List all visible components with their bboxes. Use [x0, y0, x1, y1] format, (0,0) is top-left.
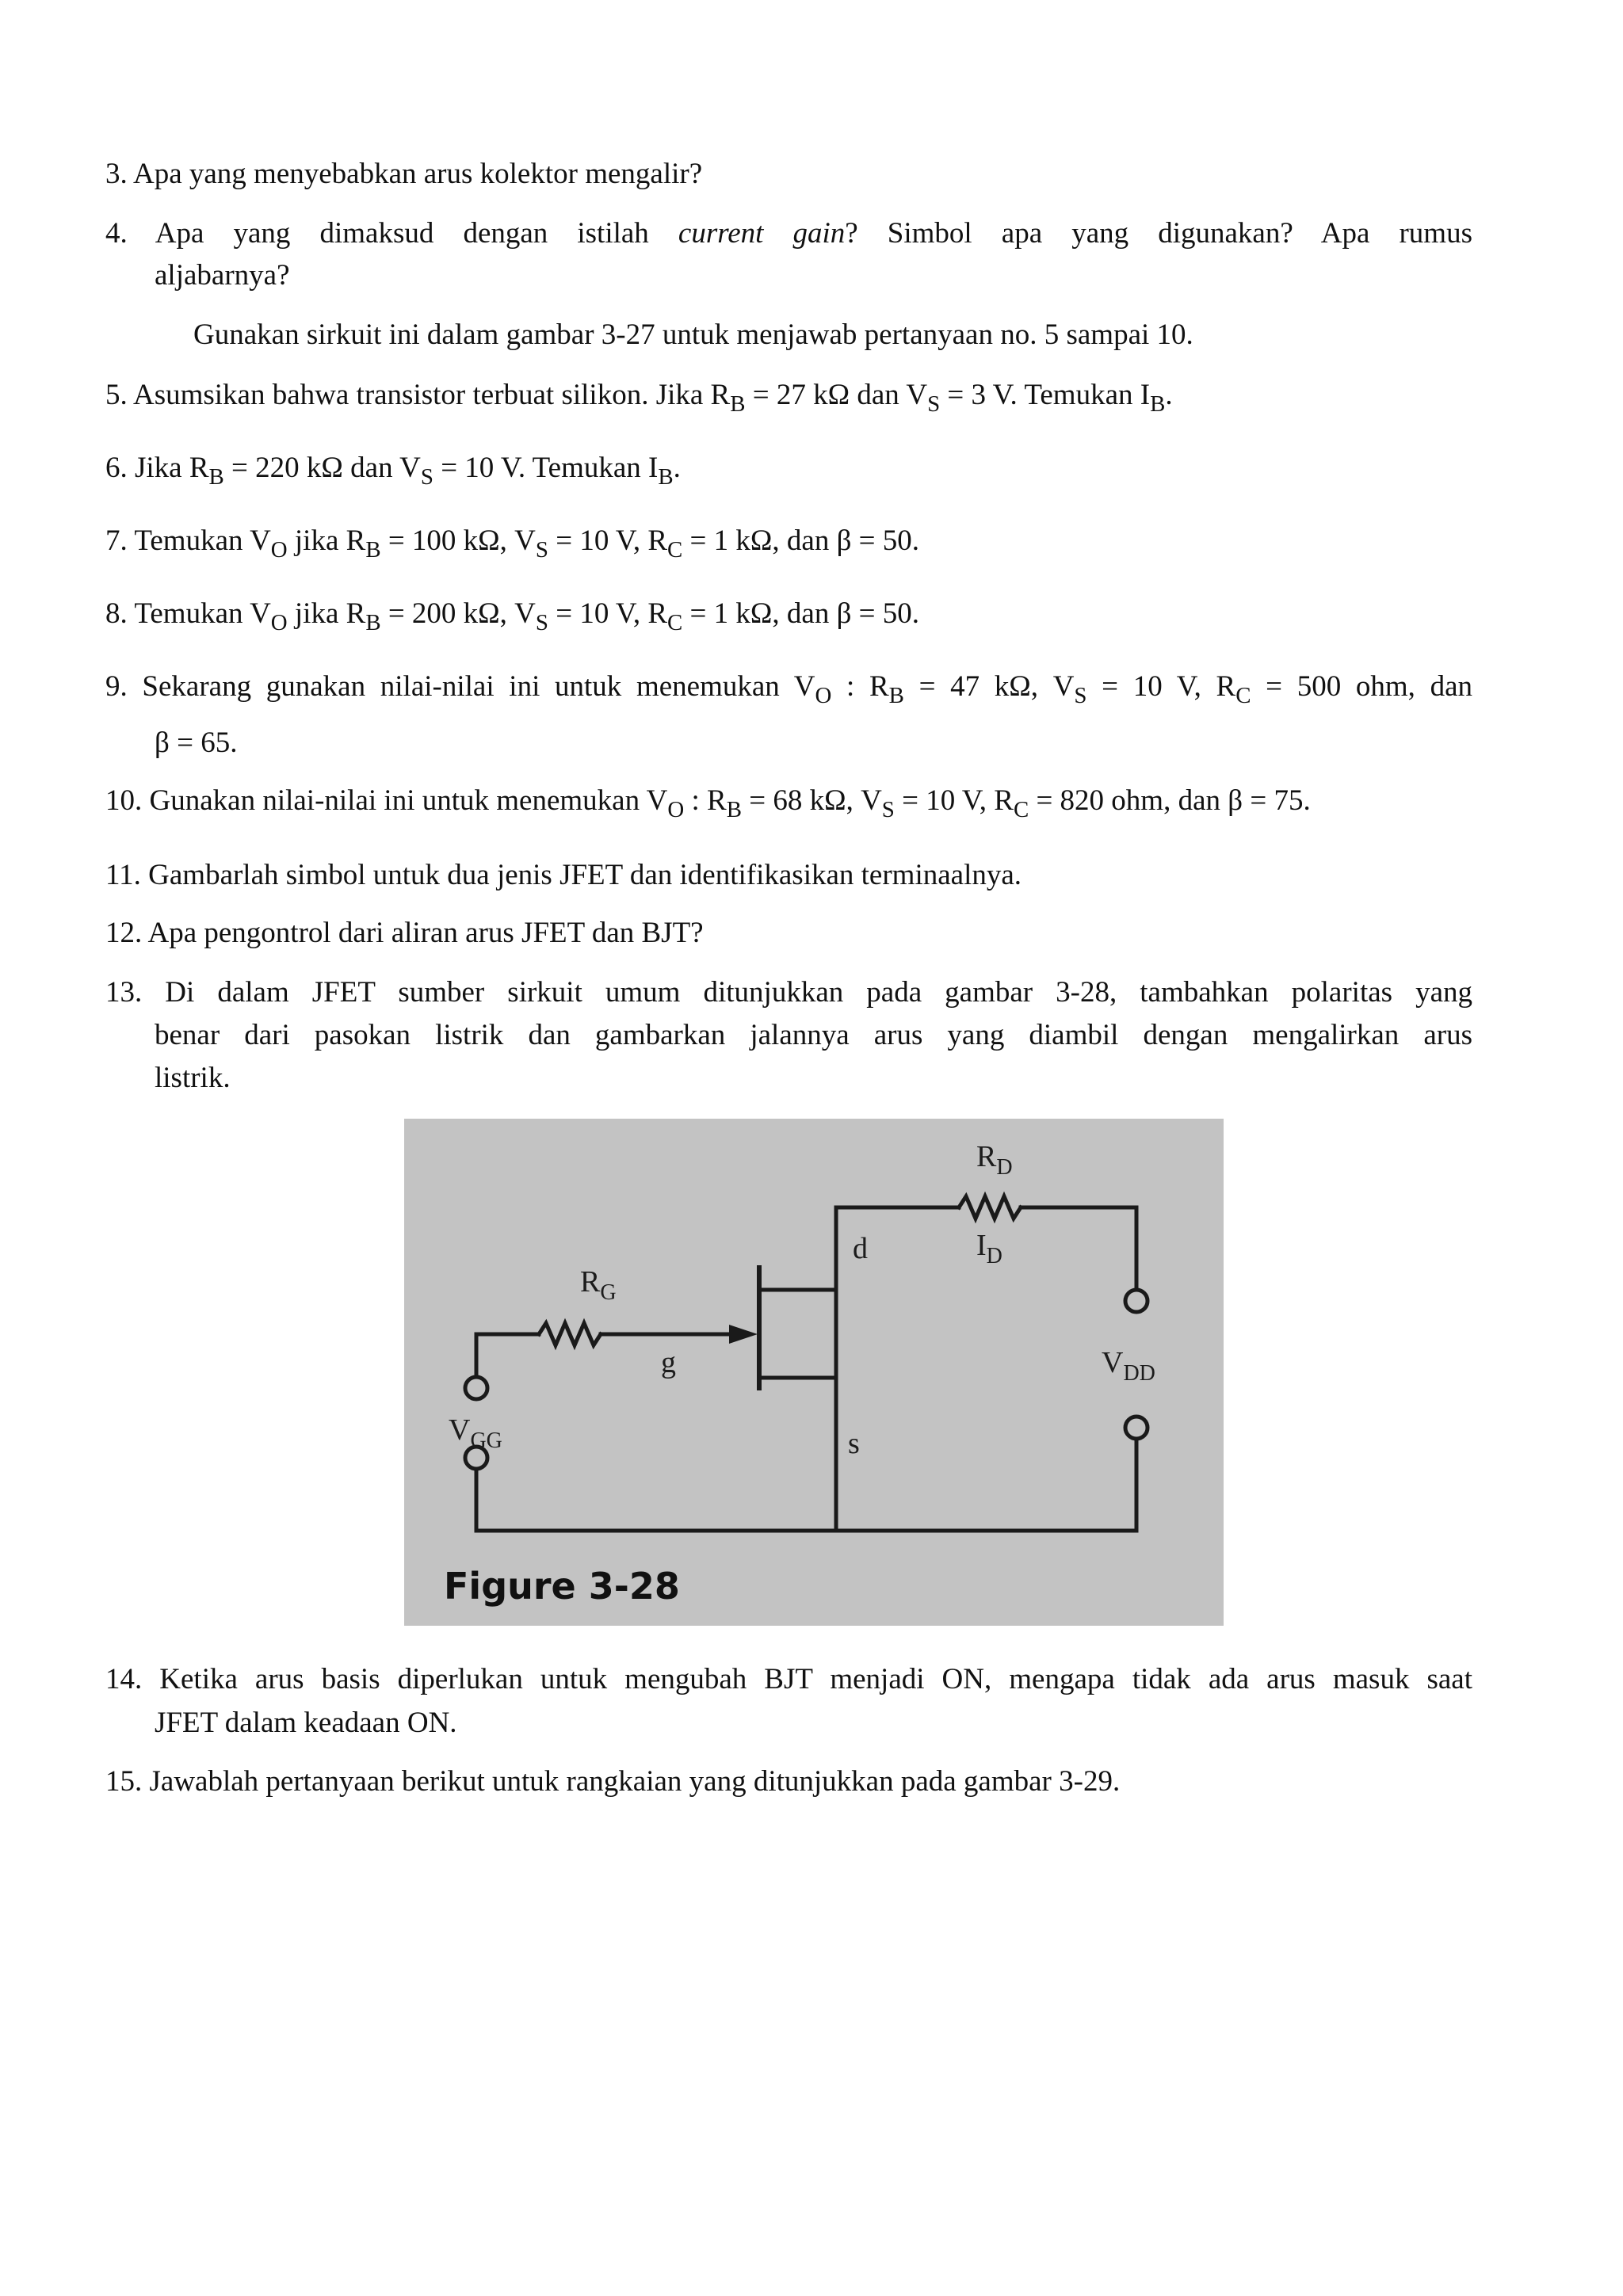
question-text: Apa yang dimaksud dengan istilah	[155, 217, 649, 250]
figure-caption: Figure 3-28	[444, 1565, 680, 1608]
source-label: s	[848, 1427, 860, 1460]
question-11	[105, 857, 1022, 894]
question-text: Jika R	[135, 452, 209, 484]
question-text: Gunakan nilai-nilai ini untuk menemukan V	[149, 784, 668, 817]
vgg-top-wire	[476, 1334, 539, 1377]
vgg-bottom-wire	[476, 1436, 1136, 1531]
question-text: Temukan V	[134, 524, 271, 557]
question-13-line-2: benar dari pasokan listrik dan gambarkan jalannya arus yang diambil dengan mengalirkan arus	[155, 1019, 1472, 1051]
source-lead	[759, 1378, 836, 1531]
resistor-rg	[539, 1323, 601, 1345]
resistor-rd	[959, 1196, 1021, 1219]
question-number: 6.	[105, 452, 128, 484]
question-text: = 220 kΩ dan V	[223, 452, 421, 484]
question-5	[105, 377, 1173, 418]
drain-label: d	[853, 1232, 868, 1265]
id-label: $I_D$	[976, 1229, 1002, 1268]
question-14	[105, 1661, 1472, 1698]
vgg-positive-terminal	[465, 1377, 487, 1399]
subscript: B	[208, 464, 224, 490]
question-4	[105, 215, 1472, 252]
subscript: C	[667, 610, 683, 636]
question-text: = 27 kΩ dan V	[745, 379, 928, 411]
question-6	[105, 450, 681, 490]
question-14-continued: JFET dalam keadaan ON.	[155, 1707, 457, 1739]
gate-arrow-icon	[729, 1325, 758, 1344]
question-3	[105, 156, 702, 193]
subscript: B	[1150, 391, 1166, 418]
subscript: C	[667, 537, 683, 563]
question-number: 8.	[105, 597, 128, 630]
subscript: S	[927, 391, 941, 418]
rg-label: $R_G$	[580, 1265, 617, 1305]
question-text: Apa pengontrol dari aliran arus JFET dan BJT?	[147, 917, 704, 949]
question-text: = 10 V, R	[548, 524, 668, 557]
current-gain-term: current gain	[678, 217, 846, 250]
vdd-top-wire	[1021, 1207, 1136, 1288]
question-number: 9.	[105, 670, 128, 703]
subscript: B	[726, 797, 742, 823]
subscript: B	[365, 537, 381, 563]
question-text: = 10 V, R	[894, 784, 1014, 817]
question-text: Sekarang gunakan nilai-nilai ini untuk menemukan V	[142, 670, 815, 703]
question-text: = 100 kΩ, V	[380, 524, 536, 557]
subscript: O	[667, 797, 685, 823]
subscript: B	[658, 464, 674, 490]
vdd-label: $V_{DD}$	[1102, 1346, 1155, 1386]
question-text: = 10 V, R	[1086, 670, 1236, 703]
question-text: Temukan V	[134, 597, 271, 630]
jfet-circuit-diagram	[404, 1119, 1224, 1626]
question-12	[105, 915, 704, 952]
question-number: 12.	[105, 917, 143, 949]
gate-label: g	[661, 1346, 676, 1379]
question-number: 4.	[105, 217, 128, 250]
vdd-positive-terminal	[1125, 1290, 1148, 1312]
question-number: 14.	[105, 1663, 143, 1695]
question-number: 10.	[105, 784, 143, 817]
question-text: jika R	[287, 524, 366, 557]
question-text: = 68 kΩ, V	[741, 784, 882, 817]
question-number: 7.	[105, 524, 128, 557]
question-number: 15.	[105, 1765, 143, 1798]
question-8	[105, 596, 920, 636]
question-text: Apa yang menyebabkan arus kolektor mengalir?	[132, 158, 703, 190]
question-13	[105, 974, 1472, 1011]
question-text: ? Simbol apa yang digunakan? Apa rumus	[845, 217, 1472, 250]
question-text: = 10 V, R	[548, 597, 668, 630]
subscript: B	[365, 610, 381, 636]
subscript: C	[1235, 683, 1251, 709]
question-text: .	[1165, 379, 1173, 411]
subscript: S	[1074, 683, 1087, 709]
question-text: = 47 kΩ, V	[903, 670, 1075, 703]
question-text: : R	[831, 670, 889, 703]
subscript: C	[1013, 797, 1029, 823]
question-number: 13.	[105, 976, 143, 1009]
question-text: = 1 kΩ, dan β = 50.	[682, 597, 920, 630]
question-text: jika R	[287, 597, 366, 630]
question-text: = 10 V. Temukan I	[433, 452, 659, 484]
subscript: B	[730, 391, 746, 418]
question-text: Asumsikan bahwa transistor terbuat silikon. Jika R	[132, 379, 731, 411]
question-13-line-3: listrik.	[155, 1062, 231, 1094]
question-text: = 500 ohm, dan	[1251, 670, 1472, 703]
vdd-negative-terminal	[1125, 1417, 1148, 1439]
subscript: S	[881, 797, 895, 823]
question-text: .	[673, 452, 681, 484]
question-text: = 200 kΩ, V	[380, 597, 536, 630]
question-text: Di dalam JFET sumber sirkuit umum ditunjukkan pada gambar 3-28, tambahkan polaritas yang	[165, 976, 1473, 1009]
question-9	[105, 669, 1472, 709]
subscript: O	[270, 610, 288, 636]
subscript: O	[815, 683, 832, 709]
subscript: S	[535, 537, 548, 563]
vgg-label: $V_{GG}$	[449, 1413, 502, 1453]
question-7	[105, 523, 920, 563]
instruction-text: Gunakan sirkuit ini dalam gambar 3-27 untuk menjawab pertanyaan no. 5 sampai 10.	[193, 318, 1193, 351]
question-text: Jawablah pertanyaan berikut untuk rangkaian yang ditunjukkan pada gambar 3-29.	[149, 1765, 1121, 1798]
question-number: 5.	[105, 379, 128, 411]
question-10	[105, 783, 1311, 823]
subscript: B	[888, 683, 904, 709]
question-text: = 1 kΩ, dan β = 50.	[682, 524, 920, 557]
question-text: = 3 V. Temukan I	[940, 379, 1151, 411]
question-text: Gambarlah simbol untuk dua jenis JFET dan identifikasikan terminaalnya.	[148, 859, 1022, 891]
question-4-continued: aljabarnya?	[155, 259, 290, 292]
subscript: S	[420, 464, 433, 490]
subscript: S	[535, 610, 548, 636]
figure-3-28	[404, 1119, 1224, 1626]
question-text: = 820 ohm, dan β = 75.	[1029, 784, 1311, 817]
question-9-continued: β = 65.	[155, 727, 238, 759]
question-text: : R	[684, 784, 727, 817]
subscript: O	[270, 537, 288, 563]
question-number: 3.	[105, 158, 128, 190]
question-text: Ketika arus basis diperlukan untuk mengubah BJT menjadi ON, mengapa tidak ada arus masuk saat	[159, 1663, 1472, 1695]
rd-label: $R_D$	[976, 1140, 1013, 1180]
question-number: 11.	[105, 859, 141, 891]
question-15	[105, 1764, 1120, 1800]
